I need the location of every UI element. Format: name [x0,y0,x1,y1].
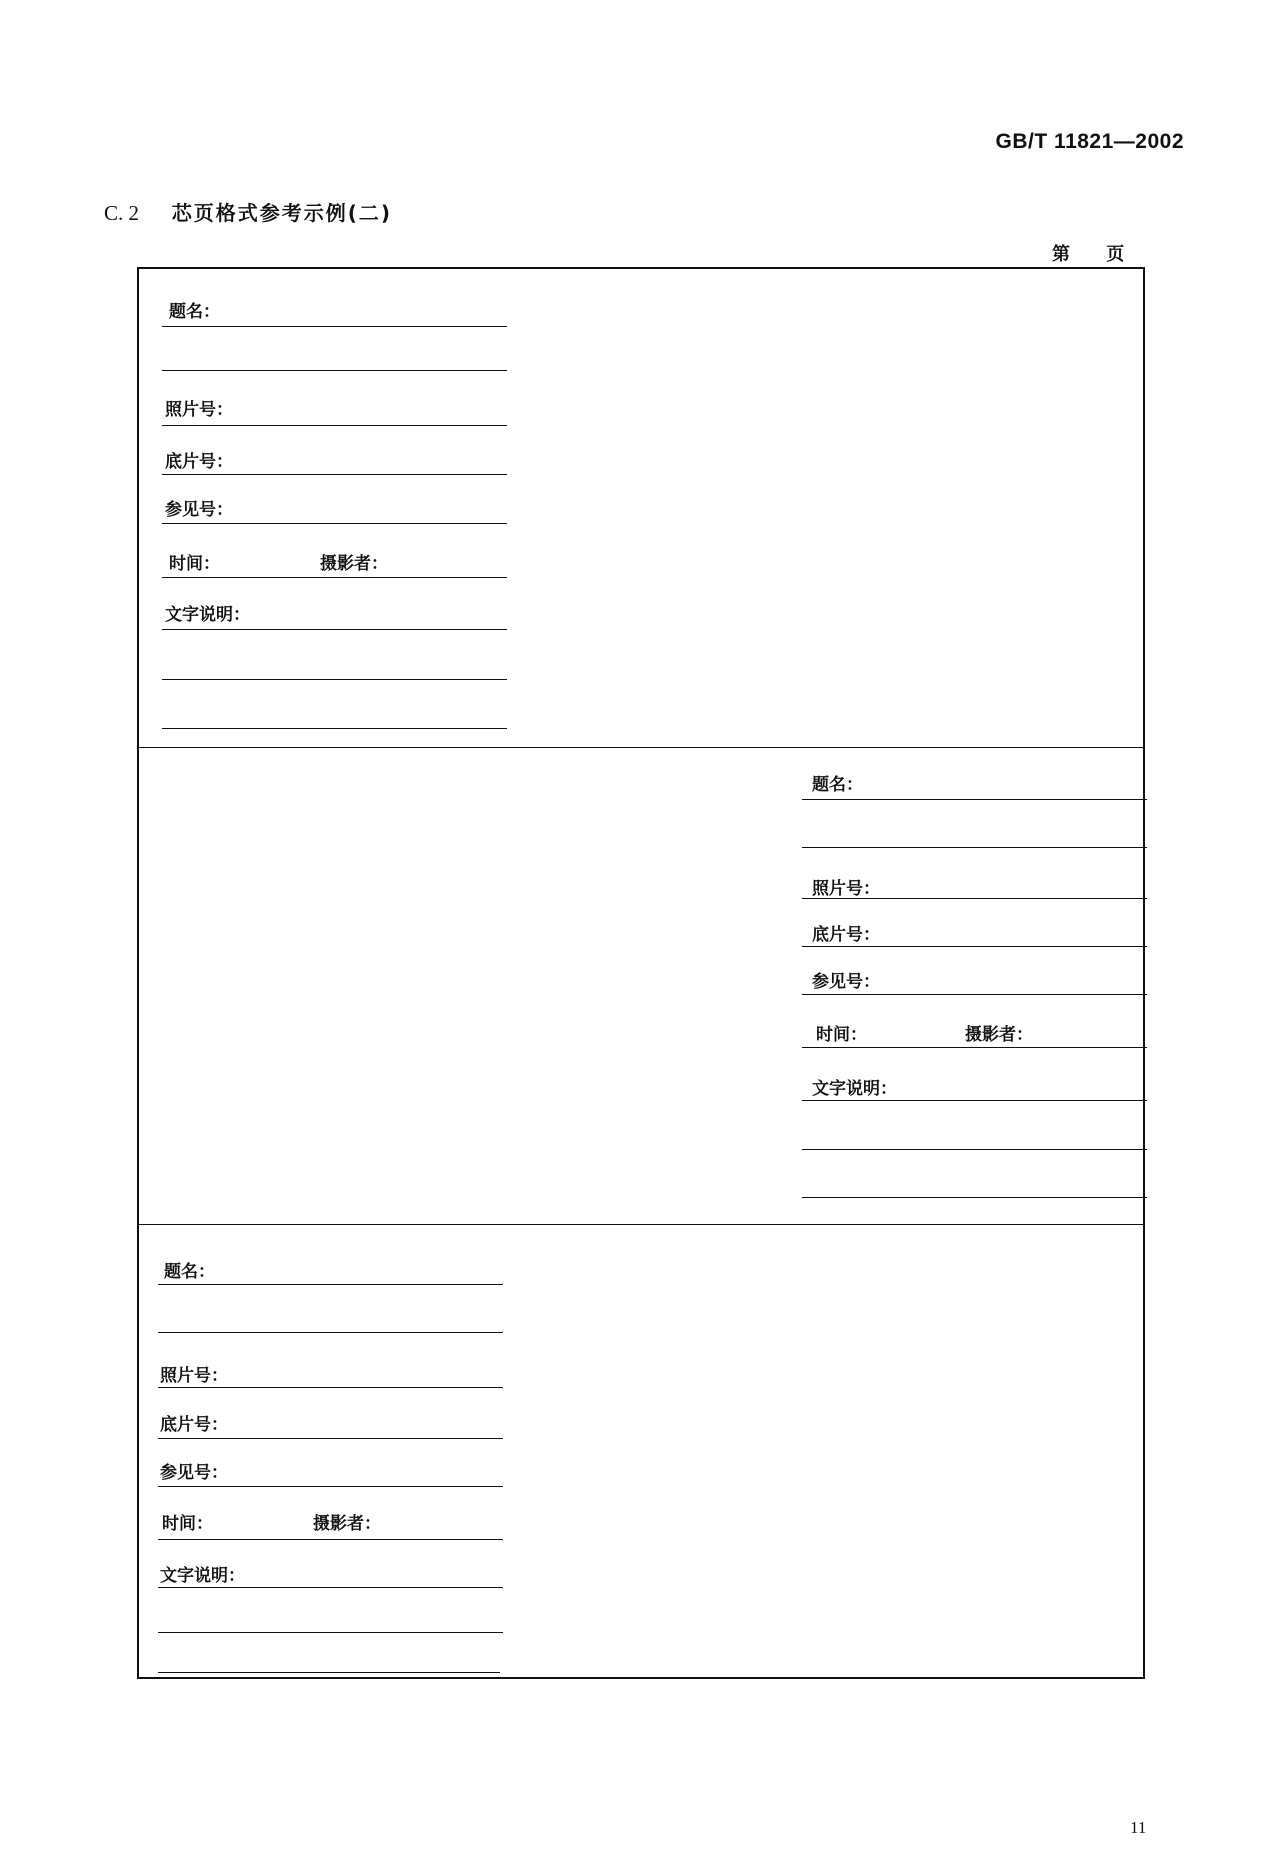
photo-entry-block-2 [802,747,1147,1222]
field-line [802,799,1147,800]
label-reference-no: 参见号： [160,1463,228,1483]
field-line [162,577,507,578]
field-line [802,1100,1147,1101]
label-negative-no: 底片号： [165,452,233,472]
label-time: 时间： [169,554,220,574]
label-caption: 文字说明： [165,605,250,625]
field-line [158,1438,503,1439]
section-number: C. 2 [104,201,140,225]
field-line [158,1672,500,1673]
label-photographer: 摄影者： [965,1025,1033,1045]
label-caption: 文字说明： [160,1566,245,1586]
field-line [158,1486,503,1487]
page-prefix: 第 [1052,244,1070,265]
field-line [162,523,507,524]
field-line [158,1332,503,1333]
section-title: 芯页格式参考示例(二) [171,201,392,225]
label-reference-no: 参见号： [165,500,233,520]
field-line [158,1632,503,1633]
standard-code: GB/T 11821—2002 [995,130,1184,153]
footer-page-number: 11 [1130,1818,1147,1837]
label-negative-no: 底片号： [160,1415,228,1435]
field-line [158,1284,503,1285]
field-line [802,1149,1147,1150]
field-line [162,370,507,371]
field-line [802,1047,1147,1048]
label-photo-no: 照片号： [165,400,233,420]
label-title: 题名： [169,302,220,322]
label-negative-no: 底片号： [812,925,880,945]
field-line [158,1587,503,1588]
label-time: 时间： [816,1025,867,1045]
field-line [162,425,507,426]
field-line [802,847,1147,848]
photo-entry-block-1 [162,269,507,749]
field-line [162,728,507,729]
photo-entry-block-3 [158,1224,503,1679]
field-line [802,1197,1147,1198]
field-line [158,1387,503,1388]
field-line [802,946,1147,947]
label-photo-no: 照片号： [160,1366,228,1386]
label-photographer: 摄影者： [313,1514,381,1534]
field-line [162,679,507,680]
page-number-marker [1052,240,1124,266]
field-line [802,898,1147,899]
label-title: 题名： [812,775,863,795]
field-line [158,1539,503,1540]
section-heading [104,197,392,226]
field-line [162,326,507,327]
label-title: 题名： [164,1262,215,1282]
field-line [802,994,1147,995]
label-caption: 文字说明： [812,1079,897,1099]
field-line [162,629,507,630]
field-line [162,474,507,475]
photo-page-frame [137,267,1145,1679]
label-reference-no: 参见号： [812,972,880,992]
page-suffix: 页 [1106,244,1125,265]
label-photographer: 摄影者： [320,554,388,574]
label-photo-no: 照片号： [812,879,880,899]
label-time: 时间： [162,1514,213,1534]
